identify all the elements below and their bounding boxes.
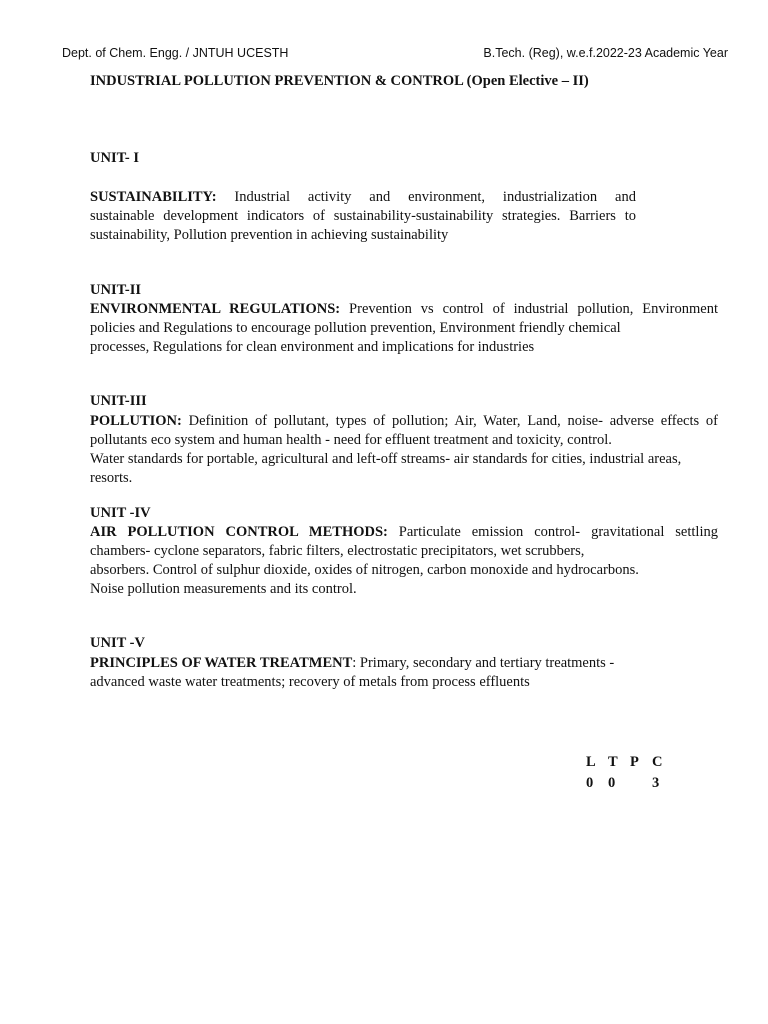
- unit-1-line-1: Industrial activity and environment, industrialization and: [216, 189, 636, 205]
- unit-4-lead: AIR POLLUTION CONTROL METHODS:: [90, 524, 388, 540]
- unit-1-content: [90, 188, 636, 245]
- ltpc-label-l: L: [586, 754, 596, 770]
- unit-1-line-2: sustainable development indicators of sustainability-sustainability strategies. Barriers to: [90, 208, 636, 224]
- header-department: Dept. of Chem. Engg. / JNTUH UCESTH: [62, 46, 289, 60]
- unit-1-lead: SUSTAINABILITY:: [90, 189, 217, 205]
- ltpc-label-c: C: [652, 754, 663, 770]
- unit-4-line-4: Noise pollution measurements and its control.: [90, 581, 357, 597]
- unit-4-line-1: Particulate emission control- gravitational settling: [387, 524, 718, 540]
- unit-2-content: [90, 300, 718, 357]
- unit-3-heading: UNIT-III: [90, 393, 147, 409]
- ltpc-label-p: P: [630, 754, 639, 770]
- unit-5-lead: PRINCIPLES OF WATER TREATMENT: [90, 655, 353, 671]
- unit-3-line-4: resorts.: [90, 470, 133, 486]
- ltpc-labels-row: [586, 752, 674, 773]
- header-academic-year: B.Tech. (Reg), w.e.f.2022-23 Academic Year: [483, 46, 728, 60]
- unit-2-line-2: policies and Regulations to encourage pollution prevention, Environment friendly chemical: [90, 320, 621, 336]
- unit-3-lead: POLLUTION:: [90, 413, 182, 429]
- unit-5-line-2: advanced waste water treatments; recovery of metals from process effluents: [90, 674, 530, 690]
- unit-3-line-3: Water standards for portable, agricultural and left-off streams- air standards for cities, industrial areas,: [90, 451, 682, 467]
- unit-5-content: [90, 654, 660, 692]
- ltpc-value-t: 0: [608, 775, 616, 791]
- unit-2-heading: UNIT-II: [90, 282, 142, 298]
- unit-2-lead: ENVIRONMENTAL REGULATIONS:: [90, 301, 341, 317]
- course-title: INDUSTRIAL POLLUTION PREVENTION & CONTROL (Open Elective – II): [90, 73, 589, 89]
- unit-3-content: [90, 412, 718, 488]
- unit-5-heading: UNIT -V: [90, 635, 145, 651]
- unit-5-line-1: : Primary, secondary and tertiary treatments -: [352, 655, 615, 671]
- unit-2-line-1: Prevention vs control of industrial pollution, Environment: [340, 301, 718, 317]
- unit-4-line-2: chambers- cyclone separators, fabric filters, electrostatic precipitators, wet scrubbers,: [90, 543, 585, 559]
- unit-1-heading: UNIT- I: [90, 150, 140, 166]
- unit-4-line-3: absorbers. Control of sulphur dioxide, oxides of nitrogen, carbon monoxide and hydrocarbons.: [90, 562, 639, 578]
- ltpc-label-t: T: [608, 754, 618, 770]
- ltpc-value-l: 0: [586, 775, 594, 791]
- unit-4-heading: UNIT -IV: [90, 505, 151, 521]
- unit-2-line-3: processes, Regulations for clean environment and implications for industries: [90, 339, 535, 355]
- unit-3-line-2: pollutants eco system and human health - need for effluent treatment and toxicity, control.: [90, 432, 612, 448]
- ltpc-values-row: [586, 773, 674, 794]
- unit-1-line-3: sustainability, Pollution prevention in achieving sustainability: [90, 227, 449, 243]
- unit-4-content: [90, 523, 718, 599]
- ltpc-value-c: 3: [652, 775, 660, 791]
- ltpc-credits-table: [586, 752, 674, 794]
- unit-3-line-1: Definition of pollutant, types of pollution; Air, Water, Land, noise- adverse effects of: [181, 413, 718, 429]
